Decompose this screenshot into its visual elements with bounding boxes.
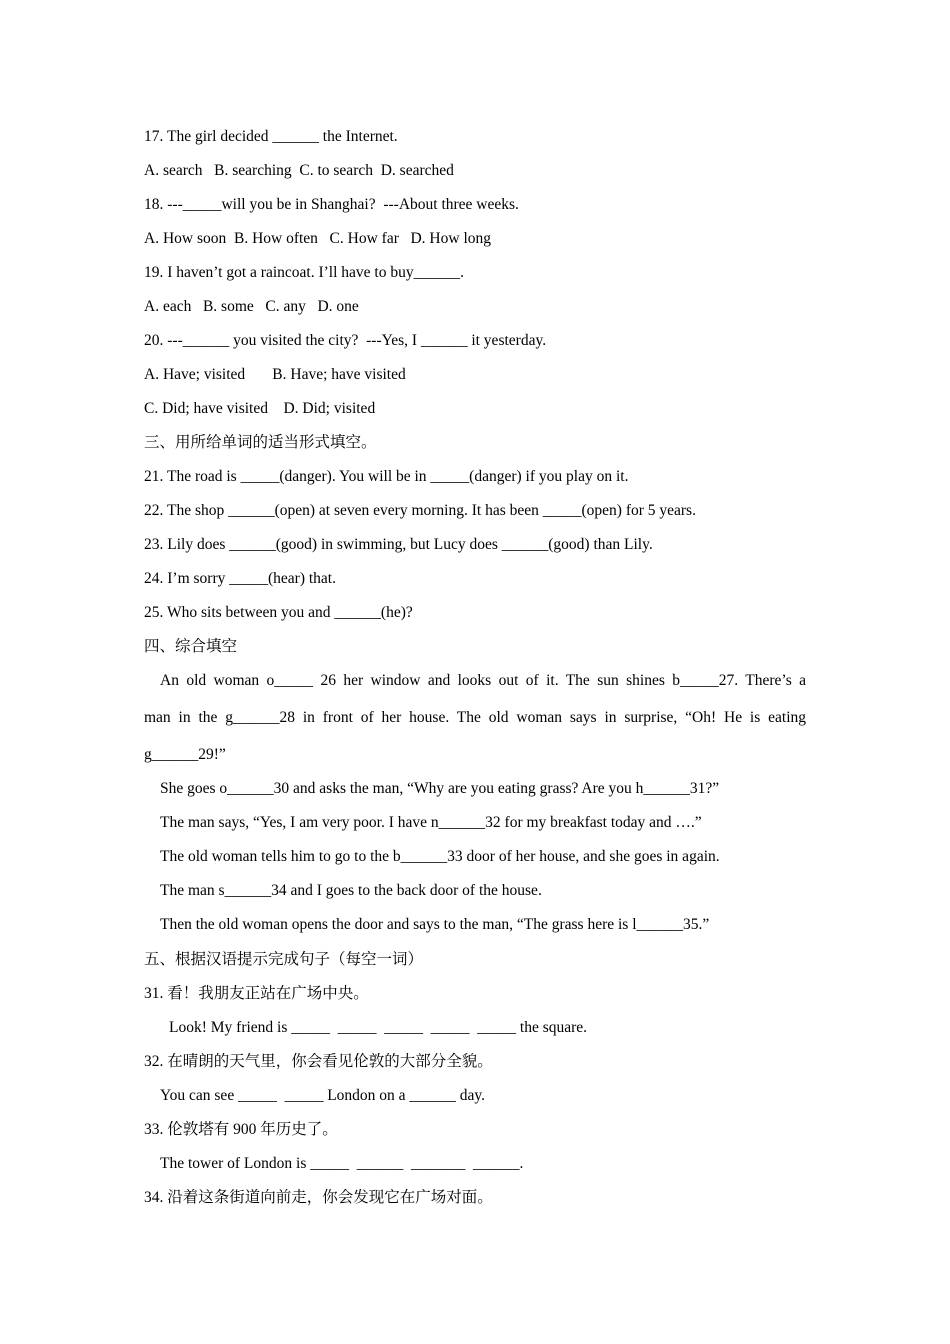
passage-line-1: An old woman o_____ 26 her window and looks out of it. The sun shines b_____27. There’s a [160,672,806,689]
passage-line-6: The old woman tells him to go to the b______33 door of her house, and she goes in again. [160,848,720,865]
question-20: 20. ---______ you visited the city? ---Yes, I ______ it yesterday. [144,332,547,349]
passage-line-5: The man says, “Yes, I am very poor. I have n______32 for my breakfast today and ….” [160,814,702,831]
passage-line-3: g______29!” [144,746,226,763]
question-18-options: A. How soon B. How often C. How far D. How long [144,230,492,247]
passage-line-7: The man s______34 and I goes to the back door of the house. [160,882,542,899]
question-20-options-cd: C. Did; have visited D. Did; visited [144,400,376,417]
question-24: 24. I’m sorry _____(hear) that. [144,570,336,587]
question-32-english: You can see _____ _____ London on a ______ day. [160,1087,486,1104]
question-19-options: A. each B. some C. any D. one [144,298,359,315]
question-25: 25. Who sits between you and ______(he)? [144,604,413,621]
section-4-heading: 四、综合填空 [144,638,238,655]
passage-line-8: Then the old woman opens the door and says to the man, “The grass here is l______35.” [160,916,710,933]
section-5-heading: 五、根据汉语提示完成句子（每空一词） [144,951,424,968]
question-33-english: The tower of London is _____ ______ _______ ______. [160,1155,524,1172]
question-18: 18. ---_____will you be in Shanghai? ---About three weeks. [144,196,519,213]
question-31-english: Look! My friend is _____ _____ _____ _____ _____ the square. [169,1019,588,1036]
question-32-chinese: 32. 在晴朗的天气里，你会看见伦敦的大部分全貌。 [144,1053,493,1070]
question-17: 17. The girl decided ______ the Internet. [144,128,398,145]
question-34-chinese: 34. 沿着这条街道向前走，你会发现它在广场对面。 [144,1189,493,1206]
question-33-chinese: 33. 伦敦塔有 900 年历史了。 [144,1121,338,1138]
passage-line-2: man in the g______28 in front of her house. The old woman says in surprise, “Oh! He is eating [144,709,806,726]
question-17-options: A. search B. searching C. to search D. searched [144,162,454,179]
question-21: 21. The road is _____(danger). You will be in _____(danger) if you play on it. [144,468,629,485]
question-22: 22. The shop ______(open) at seven every morning. It has been _____(open) for 5 years. [144,502,696,519]
section-3-heading: 三、用所给单词的适当形式填空。 [144,434,377,451]
question-20-options-ab: A. Have; visited B. Have; have visited [144,366,406,383]
passage-line-4: She goes o______30 and asks the man, “Why are you eating grass? Are you h______31?” [160,780,720,797]
question-19: 19. I haven’t got a raincoat. I’ll have to buy______. [144,264,464,281]
question-23: 23. Lily does ______(good) in swimming, but Lucy does ______(good) than Lily. [144,536,653,553]
question-31-chinese: 31. 看！我朋友正站在广场中央。 [144,985,369,1002]
